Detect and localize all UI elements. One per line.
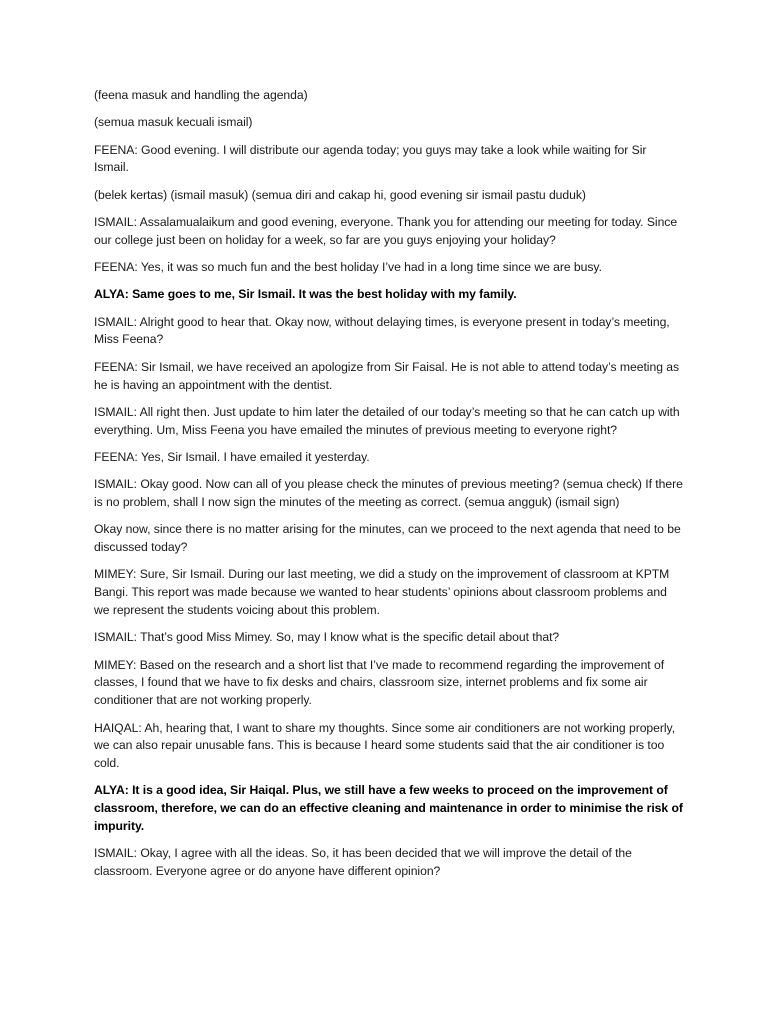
dialogue-line: FEENA: Yes, it was so much fun and the best holiday I’ve had in a long time since we are busy.	[94, 260, 602, 275]
stage-direction: (semua masuk kecuali ismail)	[94, 115, 253, 130]
dialogue-line: HAIQAL: Ah, hearing that, I want to share my thoughts. Since some air conditioners are not working properly, we can also repair unusable fans. This is because I heard some students said that the air conditioner is too cold.	[94, 720, 676, 771]
dialogue-line: ISMAIL: Okay, I agree with all the ideas. So, it has been decided that we will improve the detail of the classroom. Everyone agree or do anyone have different opinion?	[94, 846, 632, 879]
dialogue-line: FEENA: Good evening. I will distribute our agenda today; you guys may take a look while waiting for Sir Ismail.	[94, 142, 647, 175]
dialogue-line: MIMEY: Sure, Sir Ismail. During our last meeting, we did a study on the improvement of classroom at KPTM Bangi. This report was made because we wanted to hear students’ opinions about classroom problems and we represent the students voicing about this problem.	[94, 567, 670, 618]
dialogue-line: MIMEY: Based on the research and a short list that I’ve made to recommend regarding the improvement of classes, I found that we have to fix desks and chairs, classroom size, internet problems and fix some air conditioner that are not working properly.	[94, 657, 665, 708]
document-body	[94, 87, 684, 890]
stage-direction: (feena masuk and handling the agenda)	[94, 88, 308, 102]
dialogue-line: ISMAIL: Assalamualaikum and good evening, everyone. Thank you for attending our meeting for today. Since our college just been on holiday for a week, so far are you guys enjoying your holiday?	[94, 214, 678, 247]
dialogue-line: ALYA: It is a good idea, Sir Haiqal. Plus, we still have a few weeks to proceed on the improvement of classroom, therefore, we can do an effective cleaning and maintenance in order to minimise the risk of impurity.	[94, 783, 683, 833]
dialogue-line: ISMAIL: Okay good. Now can all of you please check the minutes of previous meeting? (semua check) If there is no problem, shall I now sign the minutes of the meeting as correct. (semua angguk) (ismail sign)	[94, 477, 683, 510]
dialogue-line: FEENA: Yes, Sir Ismail. I have emailed it yesterday.	[94, 449, 370, 464]
dialogue-line: ISMAIL: That’s good Miss Mimey. So, may I know what is the specific detail about that?	[94, 630, 560, 645]
stage-direction: (belek kertas) (ismail masuk) (semua diri and cakap hi, good evening sir ismail pastu duduk)	[94, 187, 586, 202]
dialogue-line: ISMAIL: All right then. Just update to him later the detailed of our today’s meeting so that he can catch up with everything. Um, Miss Feena you have emailed the minutes of previous meeting to everyone right?	[94, 404, 680, 437]
dialogue-line: ALYA: Same goes to me, Sir Ismail. It was the best holiday with my family.	[94, 287, 517, 302]
dialogue-line: ISMAIL: Alright good to hear that. Okay now, without delaying times, is everyone present in today’s meeting, Miss Feena?	[94, 314, 670, 347]
dialogue-line: FEENA: Sir Ismail, we have received an apologize from Sir Faisal. He is not able to attend today’s meeting as he is having an appointment with the dentist.	[94, 359, 680, 392]
dialogue-line: Okay now, since there is no matter arising for the minutes, can we proceed to the next agenda that need to be discussed today?	[94, 522, 681, 555]
